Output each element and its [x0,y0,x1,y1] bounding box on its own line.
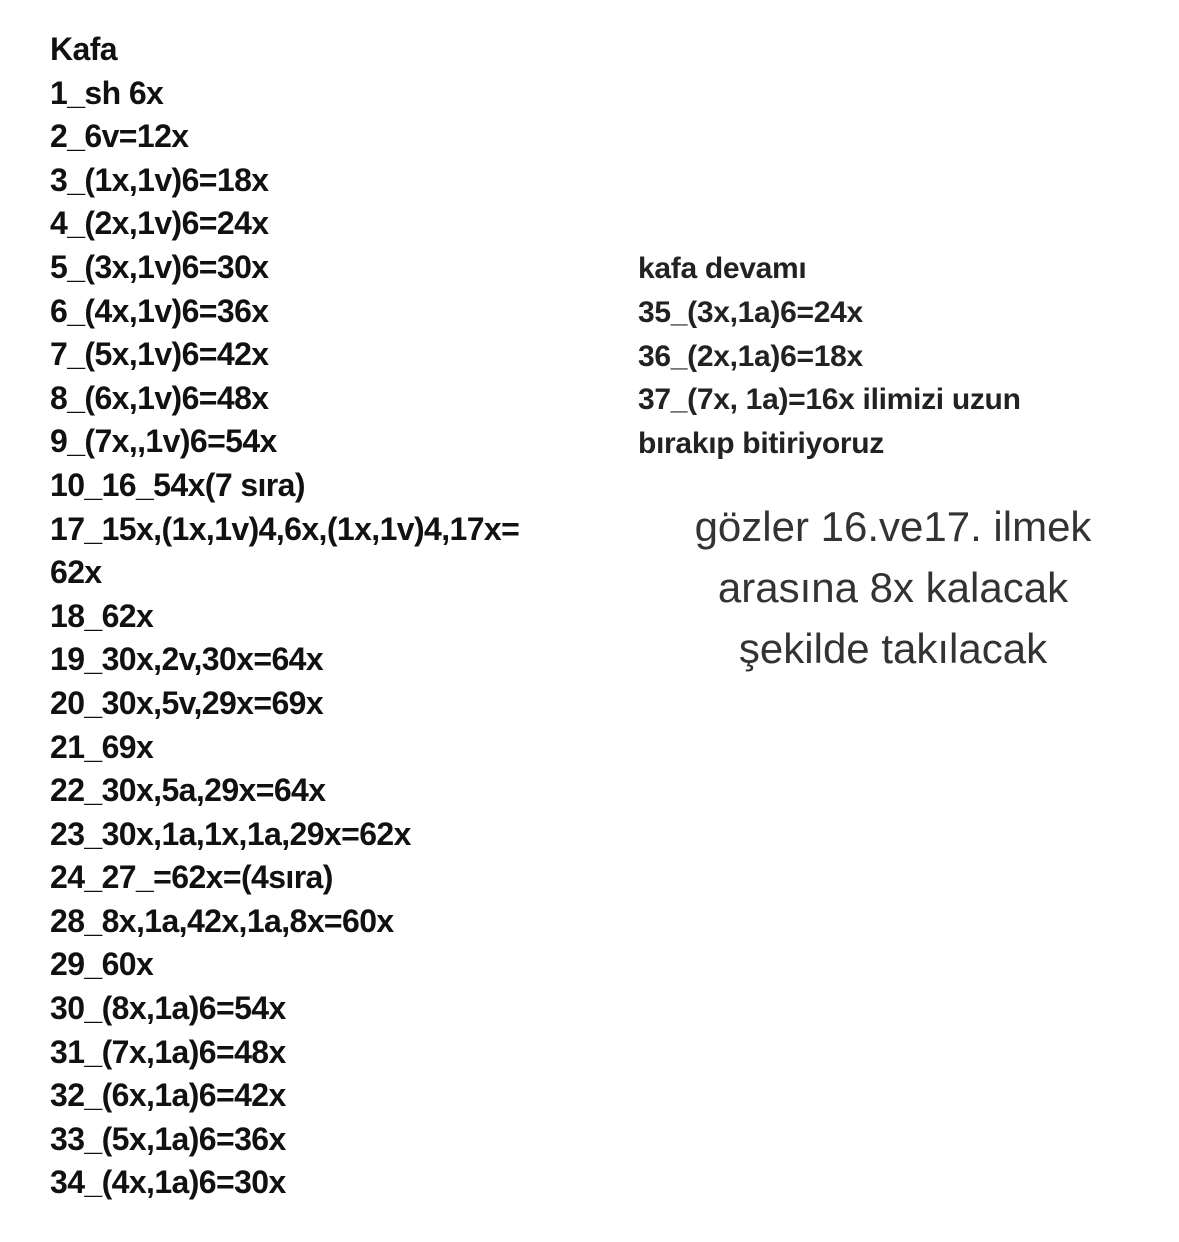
pattern-row: 5_(3x,1v)6=30x [50,248,269,285]
pattern-row: 33_(5x,1a)6=36x [50,1120,286,1157]
section-title: Kafa [50,31,117,67]
pattern-row: 3_(1x,1v)6=18x [50,161,269,198]
pattern-row: 28_8x,1a,42x,1a,8x=60x [50,902,394,939]
pattern-row: 29_60x [50,946,154,983]
pattern-row: 8_(6x,1v)6=48x [50,379,269,416]
pattern-row: 1_sh 6x [50,74,164,111]
pattern-row: bırakıp bitiriyoruz [638,427,885,461]
pattern-row: 2_6v=12x [50,118,189,155]
pattern-row: 17_15x,(1x,1v)4,6x,(1x,1v)4,17x= [50,510,520,547]
pattern-row: 19_30x,2v,30x=64x [50,641,324,678]
pattern-row: 37_(7x, 1a)=16x ilimizi uzun [638,383,1021,417]
pattern-row: 9_(7x,,1v)6=54x [50,423,277,460]
note-line: gözler 16.ve17. ilmek [694,503,1092,550]
pattern-row: 34_(4x,1a)6=30x [50,1164,286,1201]
pattern-row: 18_62x [50,597,154,634]
pattern-row: 10_16_54x(7 sıra) [50,466,305,503]
pattern-row: 32_(6x,1a)6=42x [50,1077,286,1114]
pattern-row: 62x [50,554,102,591]
pattern-row: 4_(2x,1v)6=24x [50,205,269,242]
pattern-row: 30_(8x,1a)6=54x [50,990,286,1027]
pattern-row: 23_30x,1a,1x,1a,29x=62x [50,815,411,852]
pattern-row: 6_(4x,1v)6=36x [50,292,269,329]
head-pattern-section [50,28,610,1205]
note-line: arasına 8x kalacak [717,564,1069,611]
pattern-row: 36_(2x,1a)6=18x [638,339,863,373]
pattern-row: 31_(7x,1a)6=48x [50,1033,286,1070]
pattern-row: 7_(5x,1v)6=42x [50,336,269,373]
pattern-row: 24_27_=62x=(4sıra) [50,859,333,896]
note-line: şekilde takılacak [738,625,1048,672]
pattern-row: 35_(3x,1a)6=24x [638,295,863,329]
pattern-row: 22_30x,5a,29x=64x [50,772,326,809]
eye-placement-note [625,496,1161,679]
head-continued-section [638,247,1158,466]
pattern-row: 20_30x,5v,29x=69x [50,684,324,721]
section-title: kafa devamı [638,252,807,285]
pattern-row: 21_69x [50,728,154,765]
